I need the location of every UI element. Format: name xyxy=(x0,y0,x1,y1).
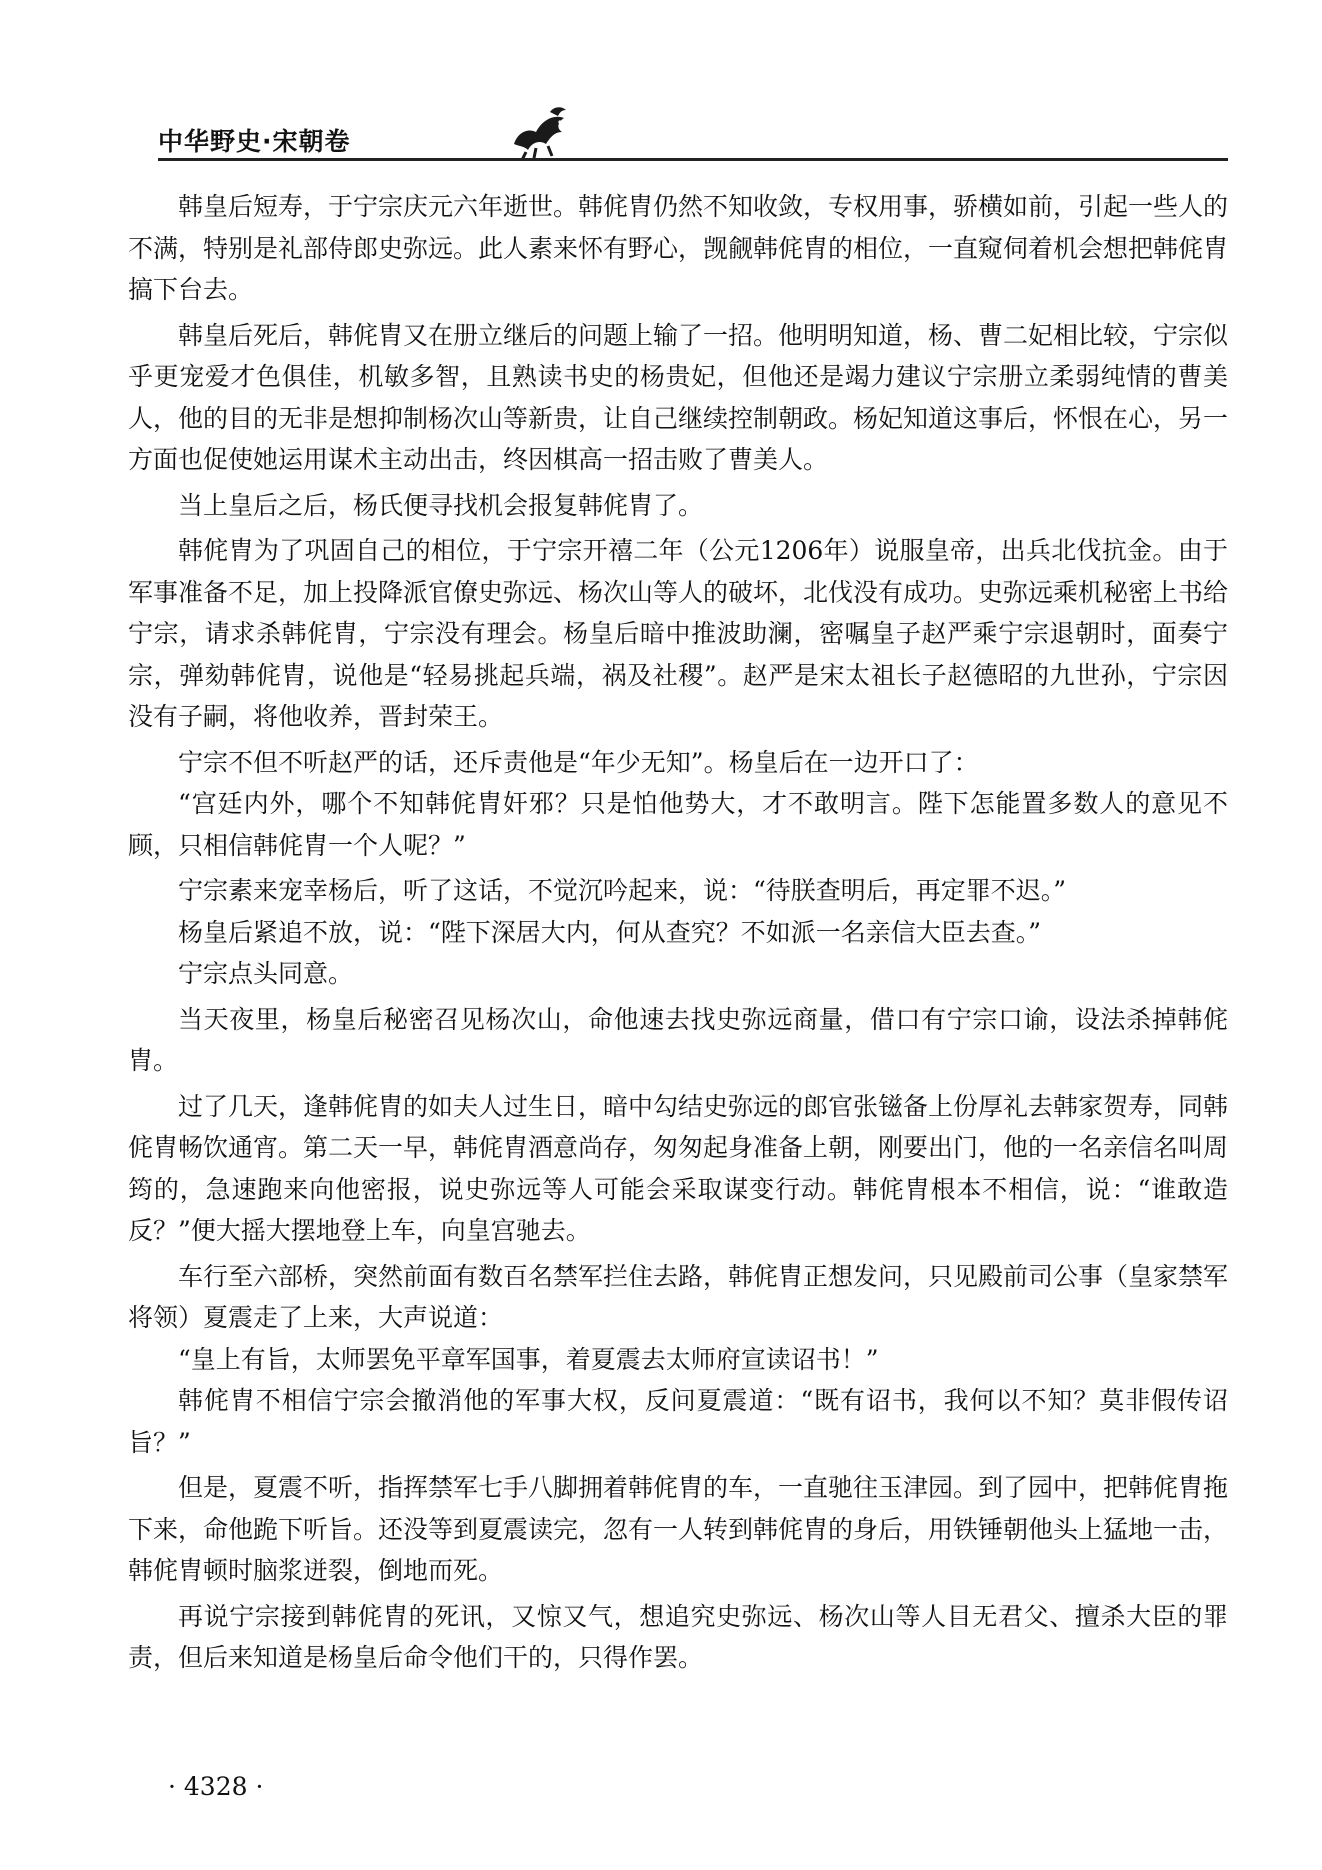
paragraph: 当上皇后之后，杨氏便寻找机会报复韩侂胄了。 xyxy=(178,490,704,520)
paragraph: 宁宗素来宠幸杨后，听了这话，不觉沉吟起来，说：“待朕查明后，再定罪不迟。” xyxy=(178,876,1067,905)
article-body xyxy=(128,186,1228,1683)
paragraph: 韩侂胄为了巩固自己的相位，于宁宗开禧二年（公元1206年）说服皇帝，出兵北伐抗金。由于军事准备不足，加上投降派官僚史弥远、杨次山等人的破坏，北伐没有成功。史弥远乘机秘密上书给宁宗，请求杀韩侂胄，宁宗没有理会。杨皇后暗中推波助澜，密嘱皇子赵严乘宁宗退朝时，面奏宁宗，弹劾韩侂胄，说他是“轻易挑起兵端，祸及社稷”。赵严是宋太祖长子赵德昭的九世孙，宁宗因没有子嗣，将他收养，晋封荣王。 xyxy=(128,536,1229,731)
paragraph: 韩皇后死后，韩侂胄又在册立继后的问题上输了一招。他明明知道，杨、曹二妃相比较，宁宗似乎更宠爱才色俱佳，机敏多智，且熟读书史的杨贵妃，但他还是竭力建议宁宗册立柔弱纯情的曹美人，他的目的无非是想抑制杨次山等新贵，让自己继续控制朝政。杨妃知道这事后，怀恨在心，另一方面也促使她运用谋术主动出击，终因棋高一招击败了曹美人。 xyxy=(128,320,1229,474)
paragraph: 过了几天，逢韩侂胄的如夫人过生日，暗中勾结史弥远的郎官张镃备上份厚礼去韩家贺寿，同韩侂胄畅饮通宵。第二天一早，韩侂胄酒意尚存，匆匆起身准备上朝，刚要出门，他的一名亲信名叫周筠的，急速跑来向他密报，说史弥远等人可能会采取谋变行动。韩侂胄根本不相信，说：“谁敢造反？”便大摇大摆地登上车，向皇宫驰去。 xyxy=(128,1091,1229,1245)
page-number: · 4328 · xyxy=(168,1772,264,1801)
paragraph: 宁宗点头同意。 xyxy=(178,959,354,988)
paragraph: “宫廷内外，哪个不知韩侂胄奸邪？只是怕他势大，才不敢明言。陛下怎能置多数人的意见不顾，只相信韩侂胄一个人呢？” xyxy=(128,789,1228,860)
running-header xyxy=(158,118,1228,166)
paragraph: “皇上有旨，太师罢免平章军国事，着夏震去太师府宣读诏书！” xyxy=(178,1344,879,1374)
paragraph: 但是，夏震不听，指挥禁军七手八脚拥着韩侂胄的车，一直驰往玉津园。到了园中，把韩侂胄拖下来，命他跪下听旨。还没等到夏震读完，忽有一人转到韩侂胄的身后，用铁锤朝他头上猛地一击，韩侂胄顿时脑浆迸裂，倒地而死。 xyxy=(128,1473,1229,1585)
paragraph: 宁宗不但不听赵严的话，还斥责他是“年少无知”。杨皇后在一边开口了： xyxy=(178,747,979,777)
paragraph: 韩皇后短寿，于宁宗庆元六年逝世。韩侂胄仍然不知收敛，专权用事，骄横如前，引起一些人的不满，特别是礼部侍郎史弥远。此人素来怀有野心，觊觎韩侂胄的相位，一直窥伺着机会想把韩侂胄搞下台去。 xyxy=(128,192,1229,304)
paragraph: 韩侂胄不相信宁宗会撤消他的军事大权，反问夏震道：“既有诏书，我何以不知？莫非假传诏旨？” xyxy=(128,1386,1228,1457)
book-title: 中华野史·宋朝卷 xyxy=(158,127,351,156)
paragraph: 再说宁宗接到韩侂胄的死讯，又惊又气，想追究史弥远、杨次山等人目无君父、擅杀大臣的罪责，但后来知道是杨皇后命令他们干的，只得作罢。 xyxy=(128,1601,1228,1672)
paragraph: 杨皇后紧追不放，说：“陛下深居大内，何从查究？不如派一名亲信大臣去查。” xyxy=(178,917,1042,947)
paragraph: 当天夜里，杨皇后秘密召见杨次山，命他速去找史弥远商量，借口有宁宗口谕，设法杀掉韩侂胄。 xyxy=(128,1004,1228,1075)
dragon-emblem-icon xyxy=(506,102,576,162)
paragraph: 车行至六部桥，突然前面有数百名禁军拦住去路，韩侂胄正想发问，只见殿前司公事（皇家禁军将领）夏震走了上来，大声说道： xyxy=(128,1261,1229,1332)
header-divider xyxy=(158,158,1228,161)
